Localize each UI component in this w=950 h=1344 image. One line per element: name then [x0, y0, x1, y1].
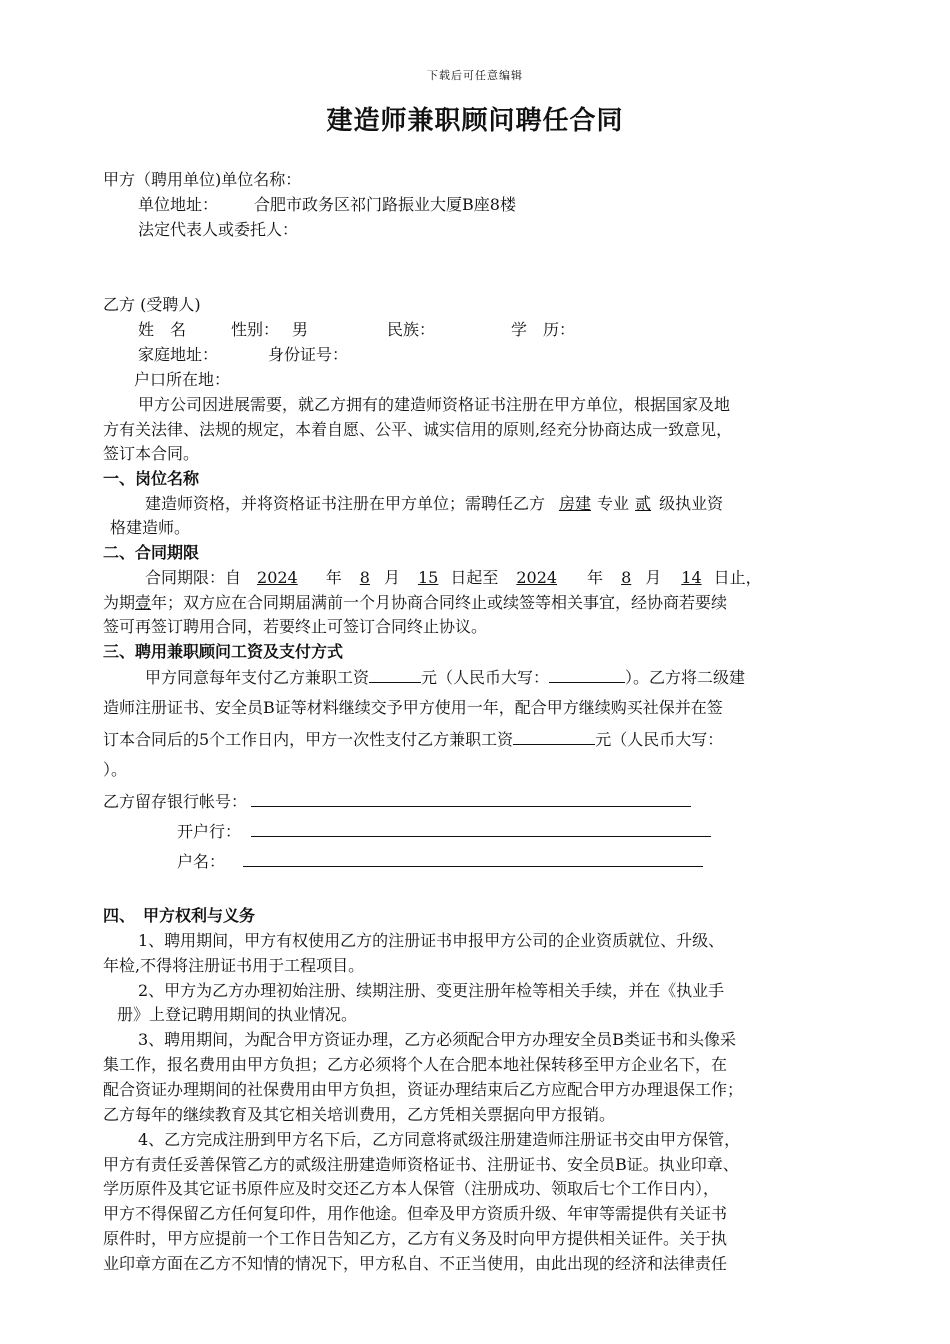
document-title: 建造师兼职顾问聘任合同 [326, 106, 624, 136]
section-3-line-1 [145, 667, 745, 688]
intro-line-1: 甲方公司因进展需要，就乙方拥有的建造师资格证书注册在甲方单位，根据国家及地 [138, 395, 731, 414]
party-b-ethnic-label: 民族： [387, 320, 436, 339]
section-1-line-2: 格建造师。 [110, 518, 191, 537]
s2-start-year: 2024 [257, 568, 298, 587]
s1-text-a: 建造师资格，并将资格证书注册在甲方单位；需聘任乙方 [145, 494, 546, 513]
s3-text-e: 元（人民币大写： [595, 730, 724, 749]
s2-month-text-2: 月 [645, 568, 662, 587]
s3-text-c: ）。乙方将二级建 [625, 668, 746, 687]
s3-text-d: 订本合同后的5个工作日内，甲方一次性支付乙方兼职工资 [103, 730, 514, 749]
s2-term-lead: 为期 [103, 593, 136, 612]
section-3-line-4: ）。 [103, 760, 128, 779]
bank-branch-label: 开户行： [177, 822, 242, 841]
bank-branch-row [177, 821, 711, 842]
party-b-hukou-label: 户口所在地： [134, 370, 231, 389]
section-2-line-1 [145, 568, 762, 588]
bank-account-blank [251, 791, 691, 807]
account-holder-label: 户名： [177, 852, 226, 871]
party-b-gender-label: 性别： [231, 320, 280, 339]
party-b-gender-value: 男 [292, 320, 309, 339]
s3-text-b: 元（人民币大写： [421, 668, 550, 687]
s4-clause-3-line-2: 集工作，报名费用由甲方负担；乙方必须将个人在合肥本地社保转移至甲方企业名下，在 [103, 1055, 728, 1074]
s2-term: 壹 [135, 593, 152, 612]
s3-salary-blank-1 [369, 667, 421, 683]
section-2-heading: 二、合同期限 [103, 543, 200, 562]
s4-clause-3-line-3: 配合资证办理期间的社保费用由甲方负担，资证办理结束后乙方应配合甲方办理退保工作； [103, 1080, 744, 1099]
s2-start-day: 15 [417, 568, 439, 587]
section-1-line-1 [145, 494, 723, 514]
party-a-address-label: 单位地址： [138, 195, 219, 214]
bank-branch-blank [251, 821, 711, 837]
s2-end-text: 日止， [713, 568, 762, 587]
s2-month-text-1: 月 [383, 568, 400, 587]
s4-clause-4-line-4: 甲方不得保留乙方任何复印件，用作他途。但牵及甲方资质升级、年审等需提供有关证书 [103, 1204, 728, 1223]
section-3-heading: 三、聘用兼职顾问工资及支付方式 [103, 642, 344, 661]
party-a-rep-label: 法定代表人或委托人： [138, 220, 299, 239]
party-b-name-label: 姓 名 [138, 320, 187, 339]
account-holder-row [177, 851, 703, 872]
s2-end-day: 14 [681, 568, 702, 587]
s1-text-c: 级执业资 [659, 494, 724, 513]
s4-clause-1-line-2: 年检,不得将注册证书用于工程项目。 [103, 956, 365, 975]
header-note: 下载后可任意编辑 [427, 69, 523, 82]
s2-lead: 合同期限：自 [145, 568, 242, 587]
s2-year-text-2: 年 [587, 568, 604, 587]
party-b-id-label: 身份证号： [268, 345, 349, 364]
party-a-label: 甲方（聘用单位)单位名称： [103, 170, 302, 189]
s1-grade: 贰 [635, 494, 652, 513]
section-1-heading: 一、岗位名称 [103, 469, 200, 488]
s1-text-b: 专业 [597, 494, 630, 513]
s2-year-text-1: 年 [325, 568, 342, 587]
section-2-line-3: 签可再签订聘用合同，若要终止可签订合同终止协议。 [103, 617, 488, 636]
section-3-line-3 [103, 729, 723, 750]
section-3-line-2: 造师注册证书、安全员B证等材料继续交予甲方使用一年，配合甲方继续购买社保并在签 [103, 698, 723, 717]
party-b-label: 乙方 (受聘人) [103, 295, 201, 314]
bank-account-row [103, 791, 691, 812]
intro-line-2: 方有关法律、法规的规定，本着自愿、公平、诚实信用的原则,经充分协商达成一致意见， [103, 420, 733, 439]
s4-clause-2-line-1: 2、甲方为乙方办理初始注册、续期注册、变更注册年检等相关手续，并在《执业手 [138, 981, 725, 1000]
s3-amount-words-blank-1 [549, 667, 625, 683]
s4-clause-3-line-4: 乙方每年的继续教育及其它相关培训费用，乙方凭相关票据向甲方报销。 [103, 1105, 616, 1124]
intro-line-3: 签订本合同。 [103, 444, 200, 463]
party-a-address-value: 合肥市政务区祁门路振业大厦B座8楼 [254, 195, 516, 214]
s1-major: 房建 [559, 494, 592, 513]
section-2-line-2 [103, 593, 727, 613]
s4-clause-4-line-1: 4、乙方完成注册到甲方名下后，乙方同意将贰级注册建造师注册证书交由甲方保管， [138, 1130, 741, 1149]
s2-end-month: 8 [621, 568, 632, 587]
s4-clause-3-line-1: 3、聘用期间，为配合甲方资证办理，乙方必须配合甲方办理安全员B类证书和头像采 [138, 1030, 736, 1049]
s4-clause-4-line-2: 甲方有责任妥善保管乙方的贰级注册建造师资格证书、注册证书、安全员B证。执业印章、 [103, 1155, 739, 1174]
s2-end-year: 2024 [516, 568, 558, 587]
party-b-home-label: 家庭地址： [138, 345, 219, 364]
s4-clause-1-line-1: 1、聘用期间，甲方有权使用乙方的注册证书申报甲方公司的企业资质就位、升级、 [138, 931, 725, 950]
bank-account-label: 乙方留存银行帐号： [103, 792, 248, 811]
party-b-edu-label: 学 历： [511, 320, 576, 339]
s4-clause-2-line-2: 册》上登记聘用期间的执业情况。 [117, 1005, 358, 1024]
s2-to-text: 日起至 [450, 568, 499, 587]
s4-clause-4-line-6: 业印章方面在乙方不知情的情况下，甲方私自、不正当使用，由此出现的经济和法律责任 [103, 1254, 728, 1273]
s4-clause-4-line-3: 学历原件及其它证书原件应及时交还乙方本人保管（注册成功、领取后七个工作日内）， [103, 1179, 720, 1198]
account-holder-blank [243, 851, 703, 867]
s2-line-2-text: 年；双方应在合同期届满前一个月协商合同终止或续签等相关事宜，经协商若要续 [151, 593, 728, 612]
section-4-heading: 四、 甲方权利与义务 [103, 906, 256, 925]
s3-salary-blank-2 [513, 729, 595, 745]
s2-start-month: 8 [359, 568, 370, 587]
s3-text-a: 甲方同意每年支付乙方兼职工资 [145, 668, 370, 687]
s4-clause-4-line-5: 原件时，甲方应提前一个工作日告知乙方，乙方有义务及时向甲方提供相关证件。关于执 [103, 1229, 728, 1248]
